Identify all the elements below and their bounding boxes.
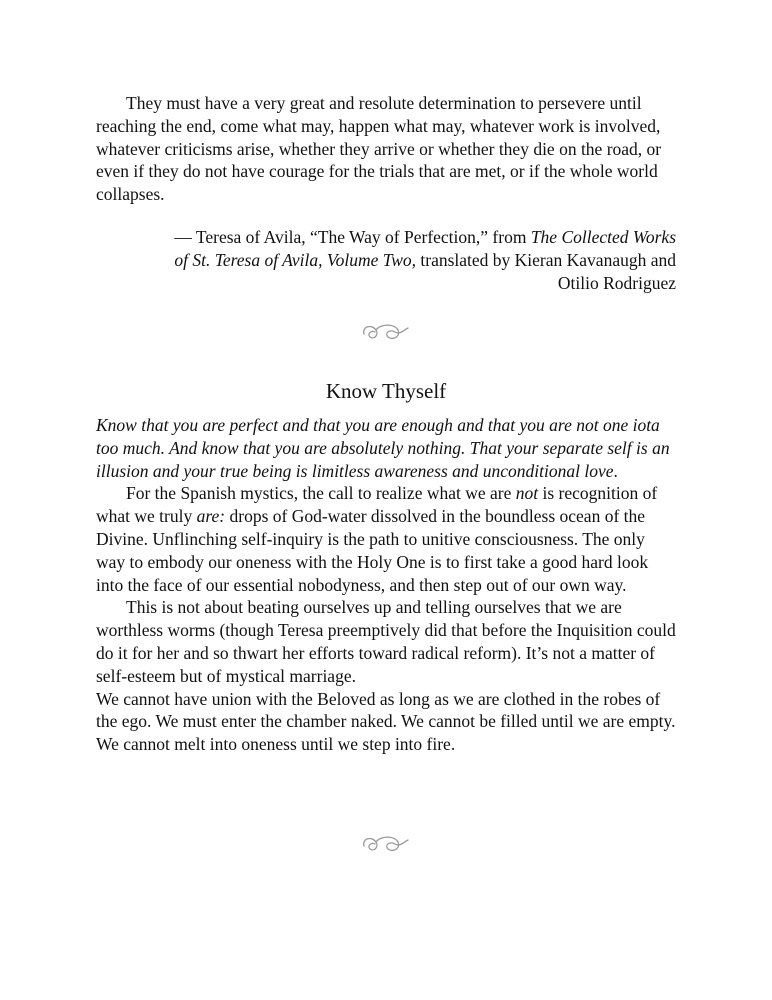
- paragraph-union-beloved: We cannot have union with the Beloved as long as we are clothed in the robes of the ego. We must enter the chamber naked. We cannot be filled until we are empty. We cannot melt into oneness until we step into fire.: [96, 688, 676, 755]
- quote-text: They must have a very great and resolute determination to persevere until reaching the end, come what may, happen what may, whatever work is involved, whatever criticisms arise, whether they arrive or whether they die on the road, or even if they do not have courage for the trials that are met, or if the whole world collapses.: [96, 93, 662, 205]
- para2-emphasis-not: not: [515, 483, 539, 504]
- attribution-book-title-2: of St. Teresa of Avila, Volume Two,: [174, 249, 417, 270]
- attribution-prefix: — Teresa of Avila, “The Way of Perfection,” from: [174, 227, 531, 247]
- epigraph-period: .: [613, 460, 618, 481]
- para2-part-c: drops of God-water dissolved in the boundless ocean of the Divine. Unflinching self-inquiry is the path to unitive consciousness. The only way to embody our oneness with the Holy One is to first take a good hard look into the face of our essential nobodyness, and then step out of our own way.: [96, 506, 649, 595]
- epigraph-text: Know that you are perfect and that you are enough and that you are not one iota too much. And know that you are absolutely nothing. That your separate self is an illusion and your true being is limitless awareness and unconditional love: [96, 415, 670, 481]
- attribution-translator-2: Otilio Rodriguez: [557, 272, 676, 293]
- epigraph: [96, 414, 676, 482]
- attribution-book-title-1: The Collected Works: [530, 227, 676, 247]
- para2-part-a: For the Spanish mystics, the call to realize what we are: [126, 483, 516, 504]
- swirl-flourish-icon: [360, 320, 412, 344]
- section-body: [96, 414, 676, 756]
- quote-attribution: [118, 226, 676, 294]
- paragraph-worthless-worms: This is not about beating ourselves up and telling ourselves that we are worthless worms (though Teresa preemptively did that before the Inquisition could do it for her and so thwart her efforts toward radical reform). It’s not a matter of self-esteem but of mystical marriage.: [96, 597, 676, 686]
- quote-block: [96, 92, 676, 206]
- paragraph-spanish-mystics: [96, 482, 676, 596]
- attribution-translators: translated by Kieran Kavanaugh and: [416, 249, 676, 270]
- swirl-flourish-icon: [360, 832, 412, 856]
- section-heading: Know Thyself: [325, 379, 447, 403]
- para2-part-b: is recognition of what we truly: [96, 483, 658, 527]
- para2-emphasis-are: are:: [196, 506, 226, 527]
